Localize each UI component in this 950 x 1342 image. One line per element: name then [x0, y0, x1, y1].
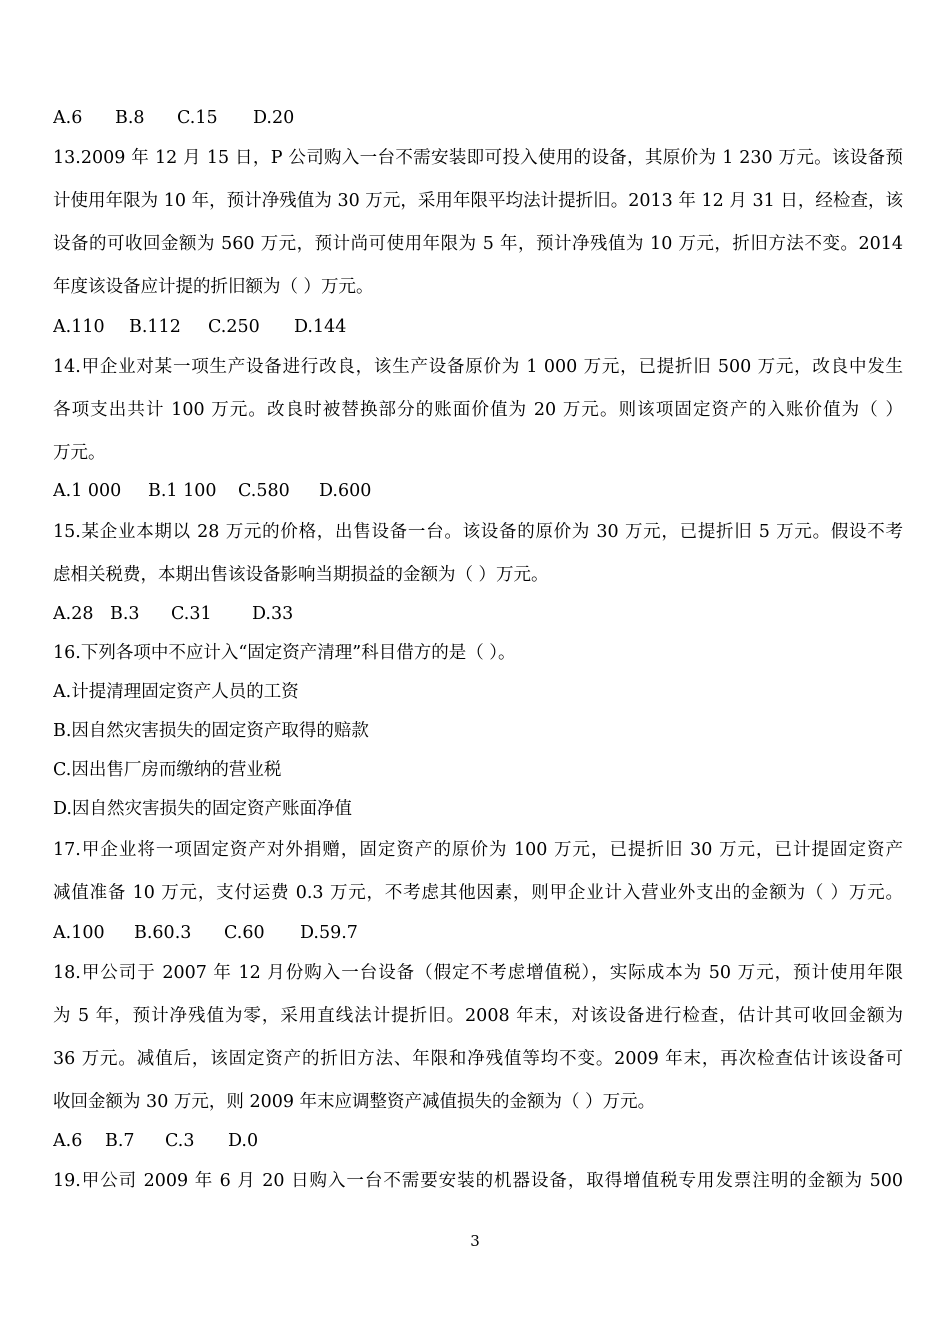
- q18-line-4: 收回金额为 30 万元，则 2009 年末应调整资产减值损失的金额为（ ）万元。: [53, 1092, 656, 1112]
- q18-line-2: 为 5 年，预计净残值为零，采用直线法计提折旧。2008 年末，对该设备进行检查，估计其可收回金额为: [53, 1006, 903, 1026]
- q16-choice-c: C.因出售厂房而缴纳的营业税: [53, 760, 282, 780]
- q15-line-1: 15.某企业本期以 28 万元的价格，出售设备一台。该设备的原价为 30 万元，已提折旧 5 万元。假设不考: [53, 522, 903, 542]
- q18-option-d: D.0: [228, 1131, 259, 1151]
- q17-options: [53, 921, 903, 945]
- q14-line-2: 各项支出共计 100 万元。改良时被替换部分的账面价值为 20 万元。则该项固定资产的入账价值为（ ）: [53, 400, 903, 420]
- q15-option-a: A.28: [53, 604, 94, 624]
- q13-line-1: 13.2009 年 12 月 15 日，P 公司购入一台不需安装即可投入使用的设备，其原价为 1 230 万元。该设备预: [53, 148, 903, 168]
- q17-option-a: A.100: [53, 923, 105, 943]
- q13-line-3: 设备的可收回金额为 560 万元，预计尚可使用年限为 5 年，预计净残值为 10 万元，折旧方法不变。2014: [53, 234, 903, 254]
- q12-option-c: C.15: [177, 108, 218, 128]
- q15-option-c: C.31: [171, 604, 212, 624]
- q14-option-d: D.600: [319, 481, 372, 501]
- q12-option-d: D.20: [253, 108, 295, 128]
- q12-options: [53, 106, 903, 130]
- q18-option-b: B.7: [105, 1131, 135, 1151]
- q13-line-2: 计使用年限为 10 年，预计净残值为 30 万元，采用年限平均法计提折旧。2013 年 12 月 31 日，经检查，该: [53, 191, 903, 211]
- q18-option-c: C.3: [165, 1131, 195, 1151]
- q15-options: [53, 602, 903, 626]
- q13-option-b: B.112: [129, 317, 181, 337]
- q16-line-1: 16.下列各项中不应计入“固定资产清理”科目借方的是（ ）。: [53, 643, 516, 663]
- q13-option-a: A.110: [53, 317, 105, 337]
- q14-option-a: A.1 000: [53, 481, 122, 501]
- q15-option-b: B.3: [110, 604, 140, 624]
- q12-option-b: B.8: [115, 108, 145, 128]
- q13-option-d: D.144: [294, 317, 347, 337]
- q13-line-4: 年度该设备应计提的折旧额为（ ）万元。: [53, 277, 374, 297]
- q15-option-d: D.33: [252, 604, 294, 624]
- q14-line-1: 14.甲企业对某一项生产设备进行改良，该生产设备原价为 1 000 万元，已提折旧 500 万元，改良中发生: [53, 357, 903, 377]
- q17-line-1: 17.甲企业将一项固定资产对外捐赠，固定资产的原价为 100 万元，已提折旧 30 万元，已计提固定资产: [53, 840, 903, 860]
- page-number: 3: [470, 1232, 480, 1250]
- q13-options: [53, 315, 903, 339]
- q17-option-c: C.60: [224, 923, 265, 943]
- q18-options: [53, 1129, 903, 1153]
- q18-line-3: 36 万元。减值后，该固定资产的折旧方法、年限和净残值等均不变。2009 年末，再次检查估计该设备可: [53, 1049, 903, 1069]
- q15-line-2: 虑相关税费，本期出售该设备影响当期损益的金额为（ ）万元。: [53, 565, 549, 585]
- q14-option-b: B.1 100: [148, 481, 217, 501]
- q16-choice-b: B.因自然灾害损失的固定资产取得的赔款: [53, 721, 369, 741]
- q17-line-2: 减值准备 10 万元，支付运费 0.3 万元，不考虑其他因素，则甲企业计入营业外支出的金额为（ ）万元。: [53, 883, 903, 903]
- q18-option-a: A.6: [53, 1131, 83, 1151]
- q19-line-1: 19.甲公司 2009 年 6 月 20 日购入一台不需要安装的机器设备，取得增值税专用发票注明的金额为 500: [53, 1171, 903, 1191]
- q13-option-c: C.250: [208, 317, 260, 337]
- q14-line-3: 万元。: [53, 443, 106, 463]
- q12-option-a: A.6: [53, 108, 83, 128]
- q16-choice-a: A.计提清理固定资产人员的工资: [53, 682, 299, 702]
- q17-option-d: D.59.7: [300, 923, 358, 943]
- q18-line-1: 18.甲公司于 2007 年 12 月份购入一台设备（假定不考虑增值税），实际成本为 50 万元，预计使用年限: [53, 963, 903, 983]
- q14-option-c: C.580: [238, 481, 290, 501]
- q17-option-b: B.60.3: [134, 923, 192, 943]
- q16-choice-d: D.因自然灾害损失的固定资产账面净值: [53, 799, 352, 819]
- q14-options: [53, 479, 903, 503]
